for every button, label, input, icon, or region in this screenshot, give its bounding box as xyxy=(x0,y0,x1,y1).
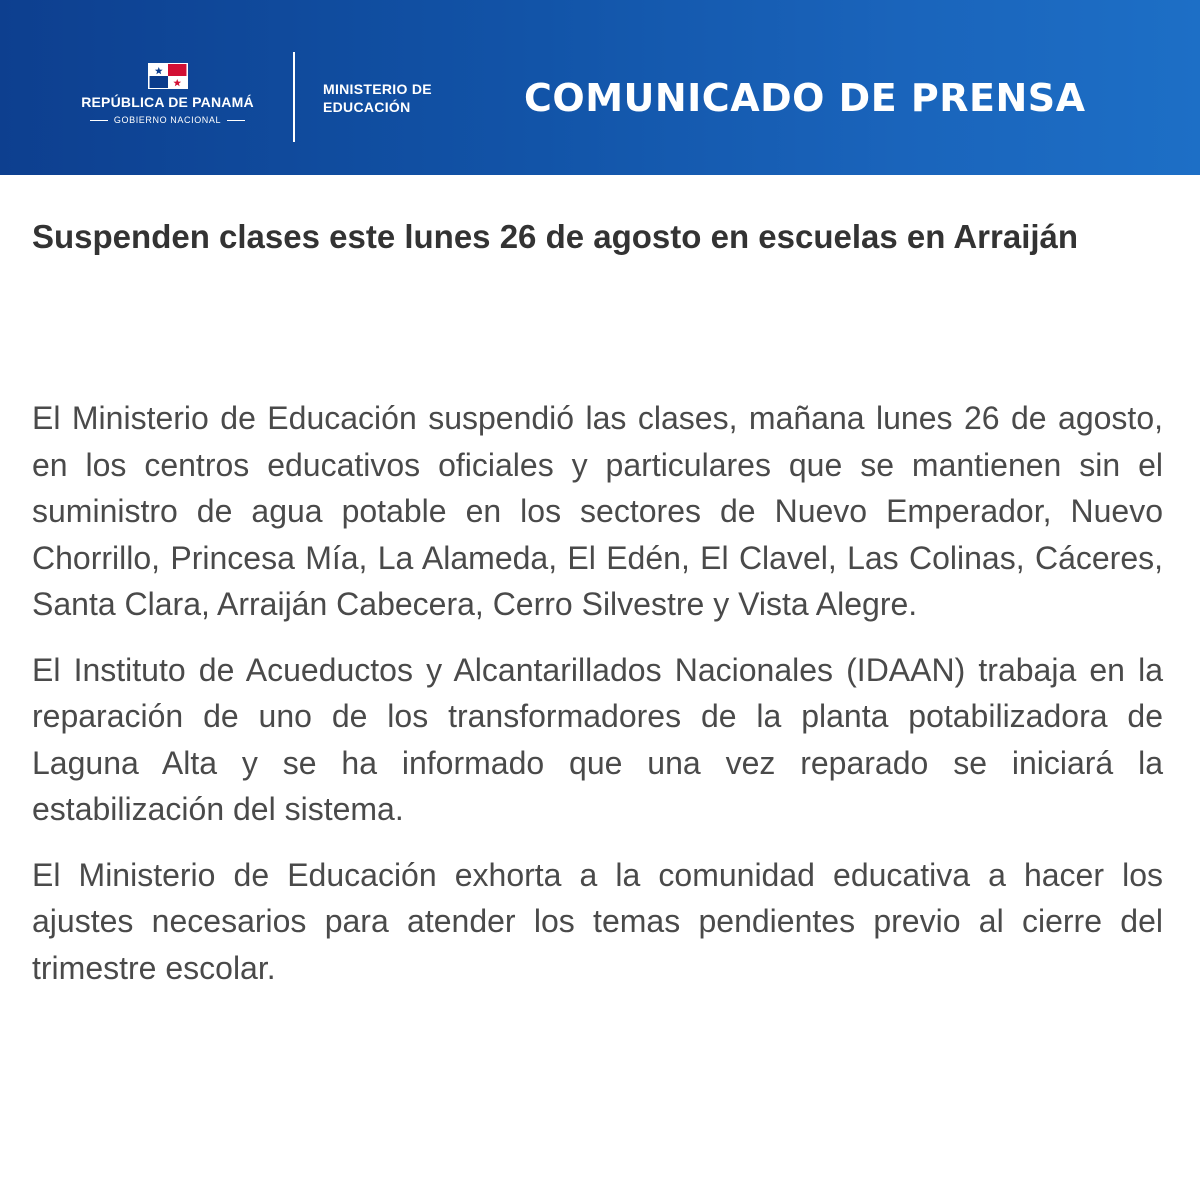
subtitle-dash-right xyxy=(227,120,245,121)
government-subtitle-text: GOBIERNO NACIONAL xyxy=(113,115,222,125)
article-headline: Suspenden clases este lunes 26 de agosto en escuelas en Arraiján xyxy=(32,218,1079,255)
article-paragraph-2: El Instituto de Acueductos y Alcantarillados Nacionales (IDAAN) trabaja en la reparación de uno de los transformadores de la planta potabilizadora de Laguna Alta y se ha informado que una vez reparado se iniciará la estabilización del sistema. xyxy=(32,651,1163,827)
ministry-name xyxy=(323,80,432,116)
press-release-title: COMUNICADO DE PRENSA xyxy=(524,76,1086,120)
article-paragraph-3: El Ministerio de Educación exhorta a la comunidad educativa a hacer los ajustes necesarios para atender los temas pendientes previo al cierre del trimestre escolar. xyxy=(32,856,1163,986)
article-paragraph-1: El Ministerio de Educación suspendió las clases, mañana lunes 26 de agosto, en los centros educativos oficiales y particulares que se mantienen sin el suministro de agua potable en los sectores de Nuevo Emperador, Nuevo Chorrillo, Princesa Mía, La Alameda, El Edén, El Clavel, Las Colinas, Cáceres, Santa Clara, Arraiján Cabecera, Cerro Silvestre y Vista Alegre. xyxy=(32,400,1163,622)
ministry-line-1: MINISTERIO DE xyxy=(323,81,432,97)
government-name: REPÚBLICA DE PANAMÁ xyxy=(81,94,254,110)
header-divider xyxy=(293,52,295,142)
ministry-line-2: EDUCACIÓN xyxy=(323,99,411,115)
panama-flag-icon xyxy=(148,63,188,89)
subtitle-dash-left xyxy=(90,120,108,121)
government-subtitle xyxy=(60,115,275,125)
article-body xyxy=(32,395,1163,1010)
header-banner xyxy=(0,0,1200,175)
